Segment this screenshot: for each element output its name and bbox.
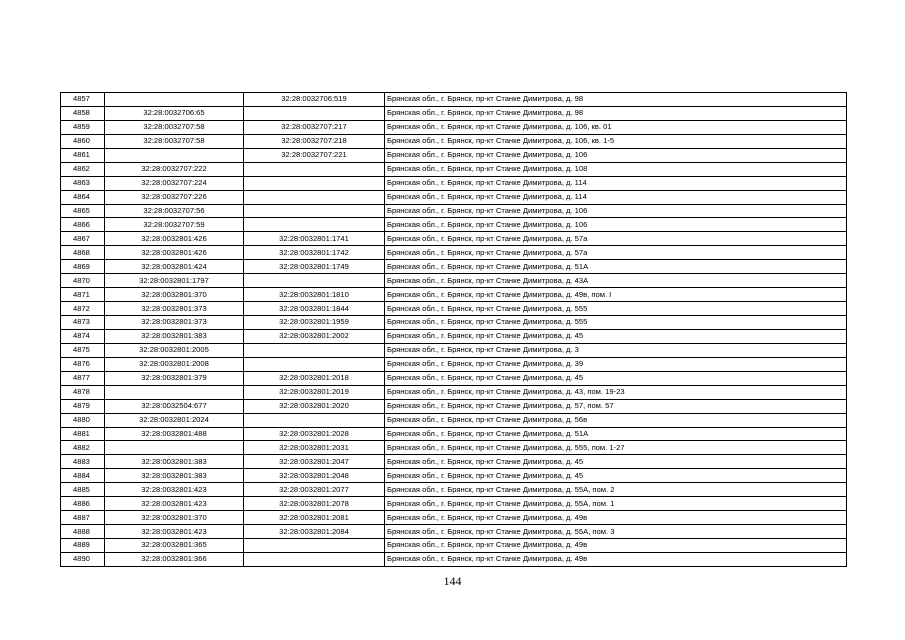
table-row [61, 316, 847, 330]
land-cadastral-number-cell: 32:28:0032801:383 [105, 455, 244, 469]
object-cadastral-number-cell [244, 204, 385, 218]
land-cadastral-number-cell: 32:28:0032801:423 [105, 483, 244, 497]
address-cell: Брянская обл., г. Брянск, пр-кт Станке Димитрова, д. 106 [385, 218, 847, 232]
table-row [61, 148, 847, 162]
address-cell: Брянская обл., г. Брянск, пр-кт Станке Димитрова, д. 57а [385, 232, 847, 246]
address-cell: Брянская обл., г. Брянск, пр-кт Станке Димитрова, д. 45 [385, 469, 847, 483]
object-cadastral-number-cell: 32:28:0032801:1810 [244, 288, 385, 302]
address-cell: Брянская обл., г. Брянск, пр-кт Станке Димитрова, д. 51А [385, 427, 847, 441]
table-row [61, 483, 847, 497]
land-cadastral-number-cell: 32:28:0032707:224 [105, 176, 244, 190]
land-cadastral-number-cell: 32:28:0032707:58 [105, 134, 244, 148]
land-cadastral-number-cell: 32:28:0032706:65 [105, 106, 244, 120]
table-row [61, 204, 847, 218]
land-cadastral-number-cell: 32:28:0032801:426 [105, 246, 244, 260]
object-cadastral-number-cell [244, 106, 385, 120]
address-cell: Брянская обл., г. Брянск, пр-кт Станке Димитрова, д. 106, кв. 1-5 [385, 134, 847, 148]
land-cadastral-number-cell: 32:28:0032707:222 [105, 162, 244, 176]
address-cell: Брянская обл., г. Брянск, пр-кт Станке Димитрова, д. 55А, пом. 2 [385, 483, 847, 497]
land-cadastral-number-cell: 32:28:0032801:423 [105, 525, 244, 539]
address-cell: Брянская обл., г. Брянск, пр-кт Станке Димитрова, д. 57а [385, 246, 847, 260]
table-row [61, 399, 847, 413]
table-row [61, 329, 847, 343]
row-number-cell: 4875 [61, 343, 105, 357]
land-cadastral-number-cell: 32:28:0032801:366 [105, 552, 244, 566]
address-cell: Брянская обл., г. Брянск, пр-кт Станке Димитрова, д. 56в [385, 413, 847, 427]
table-row [61, 539, 847, 553]
address-cell: Брянская обл., г. Брянск, пр-кт Станке Димитрова, д. 43, пом. 19-23 [385, 385, 847, 399]
row-number-cell: 4863 [61, 176, 105, 190]
land-cadastral-number-cell: 32:28:0032801:1797 [105, 274, 244, 288]
land-cadastral-number-cell: 32:28:0032801:373 [105, 302, 244, 316]
row-number-cell: 4864 [61, 190, 105, 204]
object-cadastral-number-cell [244, 413, 385, 427]
object-cadastral-number-cell [244, 539, 385, 553]
object-cadastral-number-cell: 32:28:0032801:1742 [244, 246, 385, 260]
row-number-cell: 4873 [61, 316, 105, 330]
land-cadastral-number-cell [105, 148, 244, 162]
object-cadastral-number-cell: 32:28:0032801:2048 [244, 469, 385, 483]
object-cadastral-number-cell [244, 274, 385, 288]
row-number-cell: 4862 [61, 162, 105, 176]
land-cadastral-number-cell: 32:28:0032801:426 [105, 232, 244, 246]
land-cadastral-number-cell: 32:28:0032801:424 [105, 260, 244, 274]
table-row [61, 343, 847, 357]
address-cell: Брянская обл., г. Брянск, пр-кт Станке Димитрова, д. 555, пом. 1-27 [385, 441, 847, 455]
object-cadastral-number-cell: 32:28:0032801:1741 [244, 232, 385, 246]
address-cell: Брянская обл., г. Брянск, пр-кт Станке Димитрова, д. 555 [385, 316, 847, 330]
cadastral-table [60, 92, 847, 567]
table-row [61, 93, 847, 107]
row-number-cell: 4857 [61, 93, 105, 107]
row-number-cell: 4877 [61, 371, 105, 385]
row-number-cell: 4886 [61, 497, 105, 511]
land-cadastral-number-cell: 32:28:0032801:370 [105, 288, 244, 302]
table-row [61, 413, 847, 427]
table-row [61, 218, 847, 232]
table-row [61, 288, 847, 302]
address-cell: Брянская обл., г. Брянск, пр-кт Станке Димитрова, д. 45 [385, 329, 847, 343]
table-row [61, 134, 847, 148]
table-row [61, 162, 847, 176]
object-cadastral-number-cell [244, 190, 385, 204]
object-cadastral-number-cell: 32:28:0032801:2047 [244, 455, 385, 469]
land-cadastral-number-cell: 32:28:0032504:677 [105, 399, 244, 413]
row-number-cell: 4888 [61, 525, 105, 539]
object-cadastral-number-cell [244, 176, 385, 190]
row-number-cell: 4860 [61, 134, 105, 148]
object-cadastral-number-cell: 32:28:0032801:2031 [244, 441, 385, 455]
object-cadastral-number-cell: 32:28:0032801:2002 [244, 329, 385, 343]
land-cadastral-number-cell: 32:28:0032707:59 [105, 218, 244, 232]
row-number-cell: 4871 [61, 288, 105, 302]
address-cell: Брянская обл., г. Брянск, пр-кт Станке Димитрова, д. 108 [385, 162, 847, 176]
table-row [61, 525, 847, 539]
row-number-cell: 4861 [61, 148, 105, 162]
land-cadastral-number-cell: 32:28:0032707:226 [105, 190, 244, 204]
table-row [61, 176, 847, 190]
address-cell: Брянская обл., г. Брянск, пр-кт Станке Димитрова, д. 49в [385, 511, 847, 525]
land-cadastral-number-cell: 32:28:0032801:2024 [105, 413, 244, 427]
object-cadastral-number-cell: 32:28:0032801:2084 [244, 525, 385, 539]
address-cell: Брянская обл., г. Брянск, пр-кт Станке Димитрова, д. 55А, пом. 3 [385, 525, 847, 539]
object-cadastral-number-cell: 32:28:0032801:2019 [244, 385, 385, 399]
address-cell: Брянская обл., г. Брянск, пр-кт Станке Димитрова, д. 55А, пом. 1 [385, 497, 847, 511]
row-number-cell: 4885 [61, 483, 105, 497]
object-cadastral-number-cell [244, 552, 385, 566]
land-cadastral-number-cell [105, 441, 244, 455]
row-number-cell: 4876 [61, 357, 105, 371]
address-cell: Брянская обл., г. Брянск, пр-кт Станке Димитрова, д. 106, кв. 01 [385, 120, 847, 134]
table-row [61, 260, 847, 274]
row-number-cell: 4874 [61, 329, 105, 343]
land-cadastral-number-cell: 32:28:0032801:365 [105, 539, 244, 553]
address-cell: Брянская обл., г. Брянск, пр-кт Станке Димитрова, д. 57, пом. 57 [385, 399, 847, 413]
land-cadastral-number-cell: 32:28:0032801:373 [105, 316, 244, 330]
object-cadastral-number-cell [244, 343, 385, 357]
address-cell: Брянская обл., г. Брянск, пр-кт Станке Димитрова, д. 555 [385, 302, 847, 316]
table-row [61, 232, 847, 246]
object-cadastral-number-cell: 32:28:0032706:519 [244, 93, 385, 107]
table-body [61, 93, 847, 567]
address-cell: Брянская обл., г. Брянск, пр-кт Станке Димитрова, д. 45 [385, 371, 847, 385]
row-number-cell: 4880 [61, 413, 105, 427]
row-number-cell: 4870 [61, 274, 105, 288]
object-cadastral-number-cell: 32:28:0032801:2078 [244, 497, 385, 511]
object-cadastral-number-cell [244, 357, 385, 371]
address-cell: Брянская обл., г. Брянск, пр-кт Станке Димитрова, д. 49в [385, 539, 847, 553]
land-cadastral-number-cell: 32:28:0032801:379 [105, 371, 244, 385]
address-cell: Брянская обл., г. Брянск, пр-кт Станке Димитрова, д. 49в, пом. I [385, 288, 847, 302]
row-number-cell: 4878 [61, 385, 105, 399]
object-cadastral-number-cell: 32:28:0032801:1749 [244, 260, 385, 274]
row-number-cell: 4865 [61, 204, 105, 218]
address-cell: Брянская обл., г. Брянск, пр-кт Станке Димитрова, д. 51А [385, 260, 847, 274]
row-number-cell: 4881 [61, 427, 105, 441]
table-row [61, 455, 847, 469]
row-number-cell: 4882 [61, 441, 105, 455]
land-cadastral-number-cell: 32:28:0032801:2008 [105, 357, 244, 371]
address-cell: Брянская обл., г. Брянск, пр-кт Станке Димитрова, д. 98 [385, 93, 847, 107]
land-cadastral-number-cell: 32:28:0032707:56 [105, 204, 244, 218]
table-row [61, 427, 847, 441]
object-cadastral-number-cell [244, 162, 385, 176]
row-number-cell: 4869 [61, 260, 105, 274]
address-cell: Брянская обл., г. Брянск, пр-кт Станке Димитрова, д. 114 [385, 190, 847, 204]
address-cell: Брянская обл., г. Брянск, пр-кт Станке Димитрова, д. 114 [385, 176, 847, 190]
object-cadastral-number-cell [244, 218, 385, 232]
object-cadastral-number-cell: 32:28:0032801:2081 [244, 511, 385, 525]
object-cadastral-number-cell: 32:28:0032707:217 [244, 120, 385, 134]
table-row [61, 106, 847, 120]
row-number-cell: 4883 [61, 455, 105, 469]
address-cell: Брянская обл., г. Брянск, пр-кт Станке Димитрова, д. 3 [385, 343, 847, 357]
address-cell: Брянская обл., г. Брянск, пр-кт Станке Димитрова, д. 43А [385, 274, 847, 288]
row-number-cell: 4866 [61, 218, 105, 232]
land-cadastral-number-cell [105, 385, 244, 399]
row-number-cell: 4868 [61, 246, 105, 260]
object-cadastral-number-cell: 32:28:0032801:2018 [244, 371, 385, 385]
table-row [61, 274, 847, 288]
land-cadastral-number-cell: 32:28:0032801:383 [105, 469, 244, 483]
table-row [61, 497, 847, 511]
row-number-cell: 4879 [61, 399, 105, 413]
object-cadastral-number-cell: 32:28:0032707:221 [244, 148, 385, 162]
land-cadastral-number-cell: 32:28:0032801:370 [105, 511, 244, 525]
row-number-cell: 4887 [61, 511, 105, 525]
object-cadastral-number-cell: 32:28:0032801:1959 [244, 316, 385, 330]
object-cadastral-number-cell: 32:28:0032801:2077 [244, 483, 385, 497]
table-row [61, 190, 847, 204]
object-cadastral-number-cell: 32:28:0032707:218 [244, 134, 385, 148]
row-number-cell: 4859 [61, 120, 105, 134]
land-cadastral-number-cell: 32:28:0032801:383 [105, 329, 244, 343]
land-cadastral-number-cell: 32:28:0032801:423 [105, 497, 244, 511]
address-cell: Брянская обл., г. Брянск, пр-кт Станке Димитрова, д. 39 [385, 357, 847, 371]
object-cadastral-number-cell: 32:28:0032801:1844 [244, 302, 385, 316]
address-cell: Брянская обл., г. Брянск, пр-кт Станке Димитрова, д. 45 [385, 455, 847, 469]
address-cell: Брянская обл., г. Брянск, пр-кт Станке Димитрова, д. 106 [385, 204, 847, 218]
table-row [61, 371, 847, 385]
land-cadastral-number-cell: 32:28:0032707:58 [105, 120, 244, 134]
object-cadastral-number-cell: 32:28:0032801:2020 [244, 399, 385, 413]
address-cell: Брянская обл., г. Брянск, пр-кт Станке Димитрова, д. 98 [385, 106, 847, 120]
land-cadastral-number-cell: 32:28:0032801:2005 [105, 343, 244, 357]
table-row [61, 302, 847, 316]
row-number-cell: 4889 [61, 539, 105, 553]
land-cadastral-number-cell [105, 93, 244, 107]
row-number-cell: 4884 [61, 469, 105, 483]
row-number-cell: 4858 [61, 106, 105, 120]
land-cadastral-number-cell: 32:28:0032801:488 [105, 427, 244, 441]
table-row [61, 469, 847, 483]
row-number-cell: 4890 [61, 552, 105, 566]
table-row [61, 441, 847, 455]
table-row [61, 246, 847, 260]
address-cell: Брянская обл., г. Брянск, пр-кт Станке Димитрова, д. 106 [385, 148, 847, 162]
table-row [61, 552, 847, 566]
table-row [61, 511, 847, 525]
address-cell: Брянская обл., г. Брянск, пр-кт Станке Димитрова, д. 49в [385, 552, 847, 566]
row-number-cell: 4872 [61, 302, 105, 316]
table-row [61, 385, 847, 399]
table-row [61, 357, 847, 371]
row-number-cell: 4867 [61, 232, 105, 246]
object-cadastral-number-cell: 32:28:0032801:2028 [244, 427, 385, 441]
page-number: 144 [443, 574, 462, 588]
table-row [61, 120, 847, 134]
